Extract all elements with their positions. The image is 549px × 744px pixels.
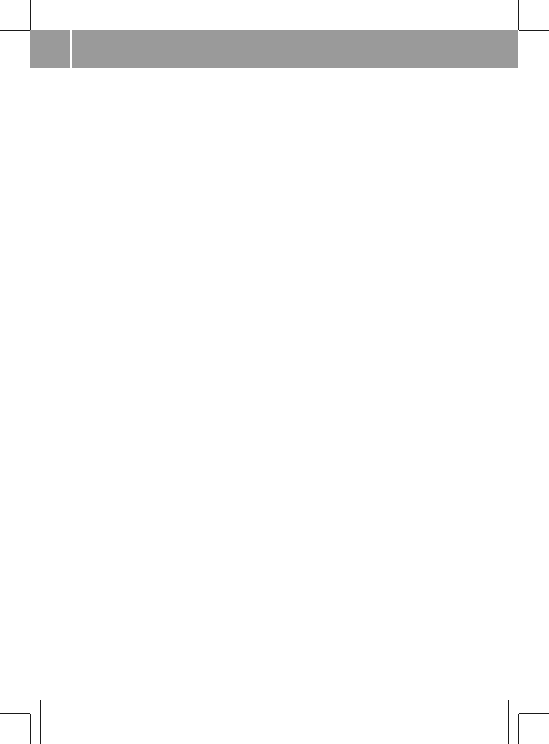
crop-mark: [30, 0, 31, 30]
crop-mark: [519, 30, 549, 31]
page-header: [30, 30, 518, 68]
crop-mark: [30, 714, 31, 744]
crop-mark: [518, 0, 519, 30]
crop-mark: [508, 700, 509, 744]
crop-mark: [0, 713, 30, 714]
header-divider: [70, 30, 72, 68]
crop-mark: [518, 714, 519, 744]
crop-mark: [40, 700, 41, 744]
crop-mark: [519, 713, 549, 714]
crop-mark: [0, 30, 30, 31]
